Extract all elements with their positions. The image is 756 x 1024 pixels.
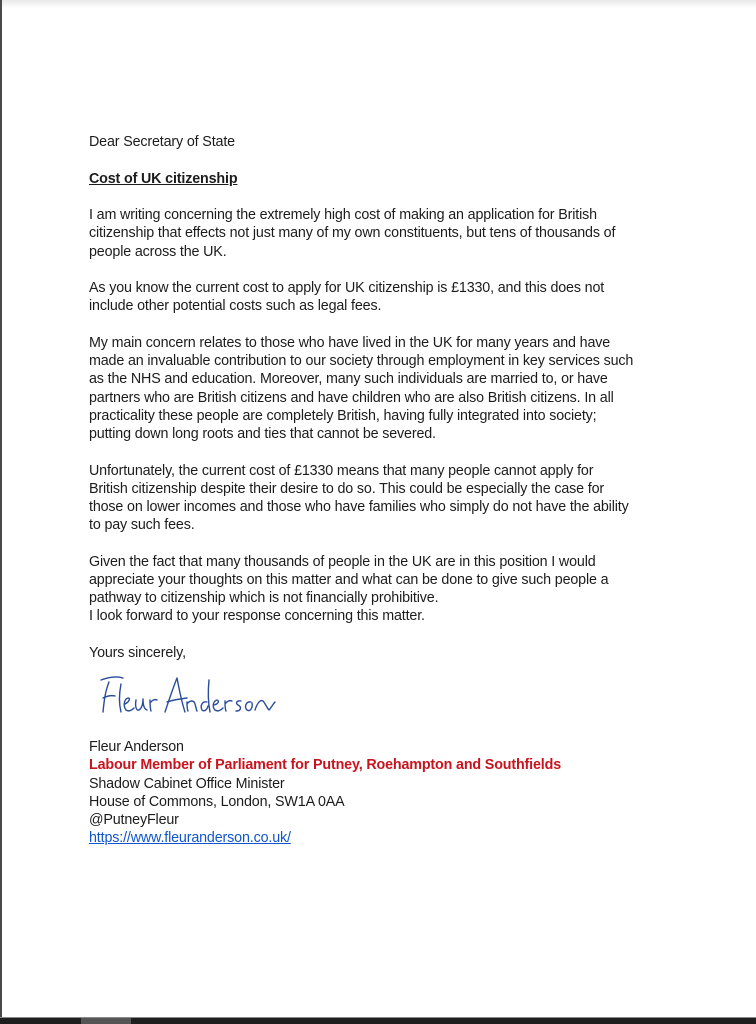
text-line: partners who are British citizens and have children who are also British citizens. In all	[89, 389, 614, 406]
text-line: putting down long roots and ties that cannot be severed.	[89, 426, 436, 442]
text-line: Given the fact that many thousands of people in the UK are in this position I would	[89, 553, 596, 570]
letter-page	[89, 133, 689, 847]
text-line: Unfortunately, the current cost of £1330 means that many people cannot apply for	[89, 462, 594, 479]
closing: Yours sincerely,	[89, 645, 186, 661]
subject-heading: Cost of UK citizenship	[89, 170, 238, 187]
text-line: I look forward to your response concerning this matter.	[89, 608, 425, 625]
text-line: as the NHS and education. Moreover, many such individuals are married to, or have	[89, 371, 608, 388]
paragraph-1	[89, 206, 689, 261]
text-line: people across the UK.	[89, 243, 227, 260]
sender-website-link[interactable]: https://www.fleuranderson.co.uk/	[89, 830, 291, 847]
text-line: those on lower incomes and those who have families who simply do not have the ability	[89, 499, 629, 515]
paragraph-4	[89, 462, 689, 535]
text-line: citizenship that effects not just many of my own constituents, but tens of thousands of	[89, 225, 616, 242]
text-line: British citizenship despite their desire to do so. This could be especially the case for	[89, 480, 605, 497]
paragraph-2	[89, 279, 689, 315]
top-shadow	[2, 0, 756, 8]
sender-title: Shadow Cabinet Office Minister	[89, 775, 285, 792]
sender-twitter-handle: @PutneyFleur	[89, 812, 179, 829]
paragraph-3	[89, 334, 689, 443]
sender-name: Fleur Anderson	[89, 739, 184, 756]
text-line: made an invaluable contribution to our society through employment in key services such	[89, 353, 634, 370]
horizontal-scrollbar[interactable]	[0, 1017, 756, 1024]
sender-address: House of Commons, London, SW1A 0AA	[89, 793, 345, 810]
sender-block	[89, 738, 689, 847]
viewer-left-border	[0, 0, 2, 1018]
text-line: practicality these people are completely British, having fully integrated into society;	[89, 407, 597, 424]
text-line: to pay such fees.	[89, 517, 195, 534]
greeting: Dear Secretary of State	[89, 134, 235, 150]
text-line: appreciate your thoughts on this matter and what can be done to give such people a	[89, 572, 609, 588]
scrollbar-thumb[interactable]	[81, 1018, 131, 1024]
text-line: pathway to citizenship which is not financially prohibitive.	[89, 590, 439, 607]
paragraph-5	[89, 553, 689, 626]
handwritten-signature	[95, 668, 295, 720]
text-line: I am writing concerning the extremely high cost of making an application for British	[89, 207, 597, 224]
text-line: As you know the current cost to apply for UK citizenship is £1330, and this does not	[89, 280, 605, 297]
text-line: My main concern relates to those who have lived in the UK for many years and have	[89, 334, 611, 351]
text-line: include other potential costs such as legal fees.	[89, 298, 382, 315]
sender-role: Labour Member of Parliament for Putney, Roehampton and Southfields	[89, 757, 561, 774]
